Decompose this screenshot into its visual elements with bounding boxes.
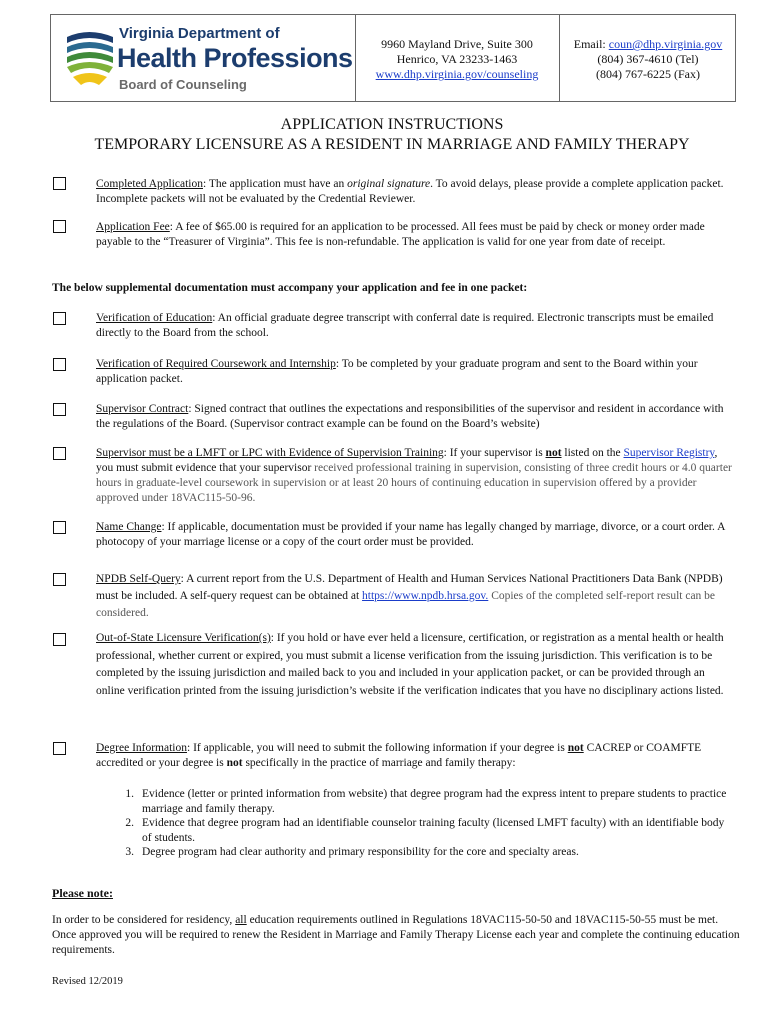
item-text: : If your supervisor is — [443, 447, 546, 459]
checkbox-coursework[interactable] — [53, 358, 66, 371]
checkbox-npdb[interactable] — [53, 573, 66, 586]
logo-line-3: Board of Counseling — [119, 77, 247, 92]
item-text: : An official graduate degree transcript with conferral date is required. Electronic transcripts must be emailed directly to the Board from the school. — [96, 312, 714, 339]
telephone: (804) 367-4610 (Tel) — [597, 52, 699, 66]
list-item — [110, 816, 730, 845]
item-npdb — [96, 571, 736, 622]
emphasis-not: not — [545, 447, 562, 459]
item-text: : To be completed by your graduate program and sent to the Board within your application packet. — [96, 358, 698, 385]
item-text: : The application must have an — [203, 178, 348, 190]
letterhead — [50, 14, 736, 102]
npdb-link[interactable]: https://www.npdb.hrsa.gov. — [362, 590, 489, 602]
board-website-link[interactable]: www.dhp.virginia.gov/counseling — [375, 67, 539, 81]
item-verification-education — [96, 311, 736, 341]
item-heading: Application Fee — [96, 221, 170, 233]
email-label: Email: — [573, 37, 609, 51]
item-heading: Verification of Required Coursework and Internship — [96, 358, 336, 370]
logo-line-1: Virginia Department of — [119, 25, 280, 42]
item-degree-information — [96, 741, 736, 771]
note-body — [52, 913, 742, 958]
item-heading: Supervisor Contract — [96, 403, 189, 415]
item-text: listed on the — [561, 447, 624, 459]
item-heading: Completed Application — [96, 178, 203, 190]
dhp-logo — [61, 21, 351, 97]
section-heading: The below supplemental documentation must accompany your application and fee in one packet: — [52, 282, 528, 294]
item-heading: Degree Information — [96, 742, 188, 754]
mailing-address — [357, 37, 557, 82]
checkbox-verification-education[interactable] — [53, 312, 66, 325]
logo-mark-icon — [63, 29, 117, 91]
supervisor-registry-link[interactable]: Supervisor Registry — [623, 447, 715, 459]
contact-info — [561, 37, 735, 82]
item-text: Copies of the completed self-report result can be considered. — [96, 590, 716, 619]
checkbox-completed-application[interactable] — [53, 177, 66, 190]
list-item — [110, 845, 730, 860]
item-text: : If applicable, documentation must be provided if your name has legally changed by marriage, divorce, or a court order. A photocopy of your marriage license or a copy of the court order must be provided. — [96, 521, 725, 548]
item-text: : Signed contract that outlines the expectations and responsibilities of the supervisor and resident in accordance with the regulations of the Board. (Supervisor contract example can be found on the Board’s website) — [96, 403, 724, 430]
checkbox-out-of-state[interactable] — [53, 633, 66, 646]
address-line-2: Henrico, VA 23233-1463 — [396, 52, 518, 66]
checkbox-supervisor-training[interactable] — [53, 447, 66, 460]
emphasis-all: all — [235, 914, 247, 926]
list-number: 1. — [125, 788, 134, 800]
item-text: : If applicable, you will need to submit the following information if your degree is — [187, 742, 568, 754]
list-text: Evidence (letter or printed information from website) that degree program had the express intent to prepare students to practice marriage and family therapy. — [142, 788, 727, 815]
item-heading: Out-of-State Licensure Verification(s) — [96, 632, 271, 644]
list-text: Evidence that degree program had an identifiable counselor training faculty (licensed LMFT faculty) with an identifiable body of students. — [142, 817, 725, 844]
item-text: , you must submit evidence that your supervisor — [96, 447, 718, 474]
item-application-fee — [96, 220, 736, 250]
logo-line-2: Health Professions — [117, 43, 353, 73]
checkbox-degree-information[interactable] — [53, 742, 66, 755]
item-text: CACREP or COAMFTE accredited or your degree is — [96, 742, 702, 769]
item-text: specifically in the practice of marriage and family therapy: — [242, 757, 516, 769]
fax: (804) 767-6225 (Fax) — [596, 67, 700, 81]
item-text: : If you hold or have ever held a licensure, certification, or registration as a mental health or health professional, whether current or expired, you must submit a license verification from the issuing jurisdiction. This verification is to be completed by the issuing jurisdiction and mailed back to you and included in your application packet, or can be provided through an online verification printed from the issuing jurisdiction’s website if the verification indicates that you have no disciplinary actions listed. — [96, 632, 724, 697]
item-heading: Name Change — [96, 521, 162, 533]
item-text: : A fee of $65.00 is required for an application to be processed. All fees must be paid by check or money order made payable to the “Treasurer of Virginia”. This fee is non-refundable. The application is valid for one year from date of receipt. — [96, 221, 705, 248]
list-text: Degree program had clear authority and primary responsibility for the core and specialty areas. — [142, 846, 579, 858]
document-subtitle: TEMPORARY LICENSURE AS A RESIDENT IN MARRIAGE AND FAMILY THERAPY — [94, 136, 690, 153]
item-supervisor-contract — [96, 402, 736, 432]
emphasis-not: not — [567, 742, 584, 754]
email-link[interactable]: coun@dhp.virginia.gov — [608, 37, 723, 51]
item-heading: Supervisor must be a LMFT or LPC with Evidence of Supervision Training — [96, 447, 444, 459]
list-item — [110, 787, 730, 816]
item-text: received professional training in supervision, consisting of three credit hours or 4.0 quarter hours in graduate-level coursework in supervision or at least 20 hours of continuing education in supervision offered by a provider approved under 18VAC115-50-96. — [96, 462, 732, 504]
address-line-1: 9960 Mayland Drive, Suite 300 — [381, 37, 533, 51]
item-coursework — [96, 357, 736, 387]
document-title: APPLICATION INSTRUCTIONS — [280, 116, 504, 133]
revision-date: Revised 12/2019 — [52, 976, 123, 987]
header-divider — [559, 15, 560, 101]
item-out-of-state — [96, 630, 736, 700]
item-completed-application — [96, 177, 736, 207]
item-heading: Verification of Education — [96, 312, 213, 324]
item-text: . To avoid delays, please provide a complete application packet. Incomplete packets will not be evaluated by the Credential Reviewer. — [96, 178, 724, 205]
checkbox-supervisor-contract[interactable] — [53, 403, 66, 416]
item-text: : A current report from the U.S. Department of Health and Human Services National Practitioners Data Bank (NPDB) must be included. A self-query request can be obtained at — [96, 573, 723, 602]
emphasis-not: not — [226, 757, 243, 769]
item-name-change — [96, 520, 736, 550]
item-heading: NPDB Self-Query — [96, 573, 181, 585]
note-text: education requirements outlined in Regulations 18VAC115-50-50 and 18VAC115-50-55 must be met. Once approved you will be required to renew the Resident in Marriage and Family Therapy License each year and complete the continuing education requirements. — [52, 914, 740, 956]
emphasis-text: original signature — [347, 178, 431, 190]
note-text: In order to be considered for residency, — [52, 914, 236, 926]
note-heading: Please note: — [52, 886, 113, 900]
list-number: 3. — [125, 846, 134, 858]
item-supervisor-training — [96, 446, 736, 506]
checkbox-name-change[interactable] — [53, 521, 66, 534]
header-divider — [355, 15, 356, 101]
degree-requirements-list — [110, 787, 730, 860]
checkbox-application-fee[interactable] — [53, 220, 66, 233]
list-number: 2. — [125, 817, 134, 829]
